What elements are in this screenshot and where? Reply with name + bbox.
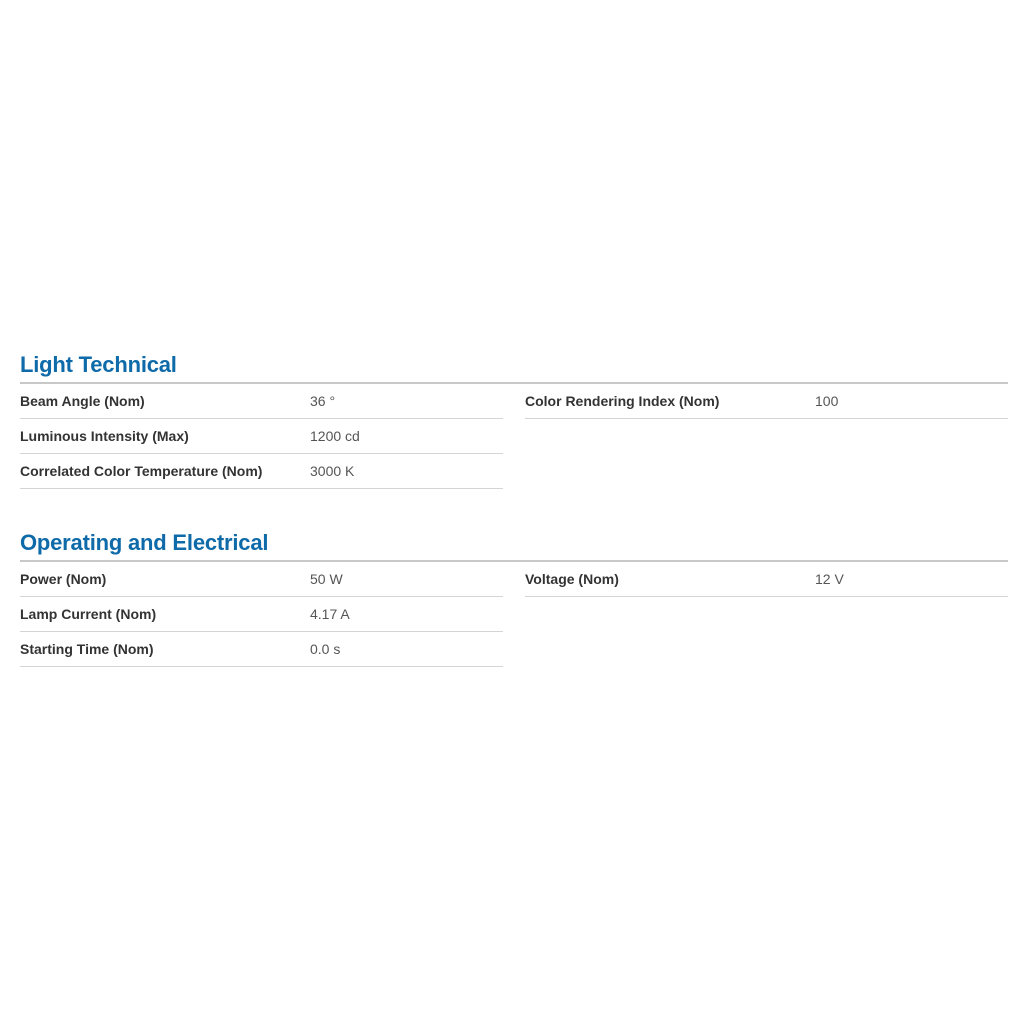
- spec-value: 50 W: [310, 571, 343, 587]
- spec-label: Voltage (Nom): [525, 571, 619, 587]
- section-light-technical: [20, 350, 1008, 489]
- spec-value: 3000 K: [310, 463, 355, 479]
- spec-value: 0.0 s: [310, 641, 341, 657]
- spec-row: [525, 384, 1008, 419]
- spec-label: Lamp Current (Nom): [20, 606, 157, 622]
- section-title: Light Technical: [20, 350, 1008, 384]
- spec-row: [20, 384, 503, 419]
- spec-column-left: [20, 562, 503, 667]
- spec-value: 36 °: [310, 393, 336, 409]
- spec-value: 12 V: [815, 571, 844, 587]
- spec-value: 4.17 A: [310, 606, 350, 622]
- spec-label: Starting Time (Nom): [20, 641, 154, 657]
- spec-label: Luminous Intensity (Max): [20, 428, 189, 444]
- spec-row: [20, 597, 503, 632]
- spec-columns: [20, 562, 1008, 667]
- section-operating-electrical: [20, 528, 1008, 667]
- spec-row: [20, 419, 503, 454]
- spec-column-right: [525, 562, 1008, 667]
- spec-row: [20, 632, 503, 667]
- spec-row: [20, 562, 503, 597]
- section-title: Operating and Electrical: [20, 528, 1008, 562]
- spec-columns: [20, 384, 1008, 489]
- spec-label: Color Rendering Index (Nom): [525, 393, 720, 409]
- spec-label: Correlated Color Temperature (Nom): [20, 463, 263, 479]
- spec-value: 100: [815, 393, 839, 409]
- spec-row: [525, 562, 1008, 597]
- spec-label: Beam Angle (Nom): [20, 393, 145, 409]
- spec-label: Power (Nom): [20, 571, 107, 587]
- spec-value: 1200 cd: [310, 428, 360, 444]
- spec-row: [20, 454, 503, 489]
- spec-column-left: [20, 384, 503, 489]
- spec-column-right: [525, 384, 1008, 489]
